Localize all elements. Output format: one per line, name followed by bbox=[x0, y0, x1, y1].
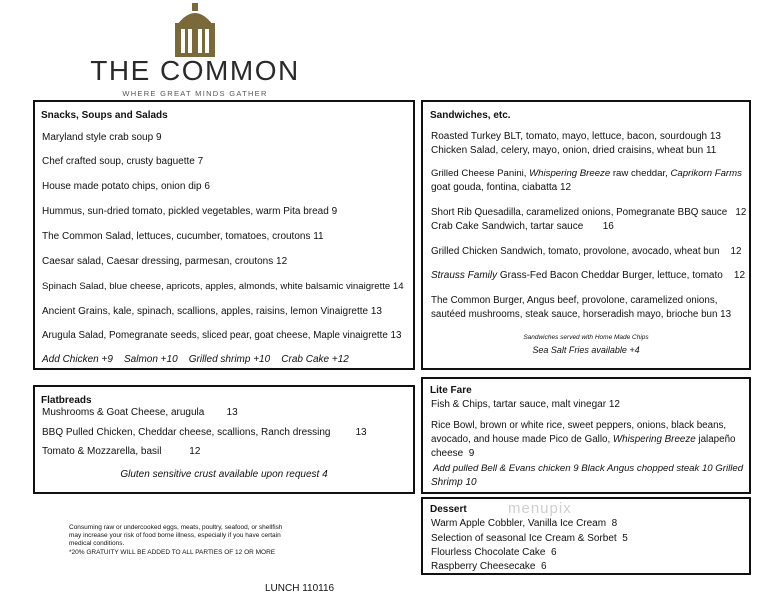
header-logo bbox=[0, 0, 768, 100]
menupix-watermark: menupix bbox=[508, 500, 572, 517]
menu-item: Crab Cake Sandwich, tartar sauce 16 bbox=[431, 221, 614, 232]
gratuity-notice: *20% GRATUITY WILL BE ADDED TO ALL PARTIES OF 12 OR MORE bbox=[69, 549, 276, 556]
food-safety-disclaimer: Consuming raw or undercooked eggs, meats, poultry, seafood, or shellfish bbox=[69, 524, 283, 531]
menu-item: Grilled Chicken Sandwich, tomato, provolone, avocado, wheat bun 12 bbox=[431, 246, 742, 257]
sandwiches-section bbox=[421, 100, 751, 370]
menu-item: Raspberry Cheesecake 6 bbox=[431, 561, 547, 572]
menu-code: LUNCH 110116 bbox=[265, 583, 335, 594]
snacks-section bbox=[33, 100, 415, 370]
menu-item: cheese 9 bbox=[431, 448, 475, 459]
sandwich-note: Sandwiches served with Home Made Chips bbox=[523, 334, 649, 341]
menu-item: Ancient Grains, kale, spinach, scallions, apples, raisins, lemon Vinaigrette 13 bbox=[42, 306, 382, 317]
menu-item: Warm Apple Cobbler, Vanilla Ice Cream 8 bbox=[431, 518, 618, 529]
menu-item: BBQ Pulled Chicken, Cheddar cheese, scallions, Ranch dressing 13 bbox=[42, 427, 367, 438]
addons-line: Shrimp 10 bbox=[431, 477, 477, 488]
menu-item: Flourless Chocolate Cake 6 bbox=[431, 547, 557, 558]
menu-item: The Common Burger, Angus beef, provolone, caramelized onions, bbox=[431, 295, 718, 306]
menu-item: Short Rib Quesadilla, caramelized onions, Pomegranate BBQ sauce 12 bbox=[431, 207, 747, 218]
food-safety-disclaimer: may increase your risk of food borne illness, especially if you have certain bbox=[69, 532, 281, 539]
menu-item: Chicken Salad, celery, mayo, onion, dried craisins, wheat bun 11 bbox=[431, 145, 717, 156]
menu-item: Mushrooms & Goat Cheese, arugula 13 bbox=[42, 407, 238, 418]
menu-item: Maryland style crab soup 9 bbox=[42, 132, 162, 143]
menu-item: Chef crafted soup, crusty baguette 7 bbox=[42, 156, 204, 167]
menu-item: sautéed mushrooms, steak sauce, horseradish mayo, brioche bun 13 bbox=[431, 309, 732, 320]
menu-item: avocado, and house made Pico de Gallo, Whispering Breeze jalapeño bbox=[431, 434, 736, 445]
brand-tagline: WHERE GREAT MINDS GATHER bbox=[122, 89, 268, 98]
dessert-section bbox=[421, 497, 751, 575]
addons-line: Add Chicken +9 Salmon +10 Grilled shrimp +10 Crab Cake +12 bbox=[42, 354, 349, 365]
section-title: Dessert bbox=[430, 504, 467, 515]
menu-item: Fish & Chips, tartar sauce, malt vinegar 12 bbox=[431, 399, 620, 410]
food-safety-disclaimer: medical conditions. bbox=[69, 540, 125, 547]
section-title: Snacks, Soups and Salads bbox=[41, 110, 168, 121]
building-icon bbox=[173, 3, 217, 57]
flatbreads-section bbox=[33, 385, 415, 494]
menu-item: goat gouda, fontina, ciabatta 12 bbox=[431, 182, 572, 193]
addons-line: Add pulled Bell & Evans chicken 9 Black Angus chopped steak 10 Grilled bbox=[433, 463, 744, 474]
gluten-note: Gluten sensitive crust available upon request 4 bbox=[120, 469, 328, 480]
fries-note: Sea Salt Fries available +4 bbox=[532, 345, 640, 355]
menu-item: Arugula Salad, Pomegranate seeds, sliced pear, goat cheese, Maple vinaigrette 13 bbox=[42, 330, 402, 341]
brand-name: THE COMMON bbox=[90, 55, 300, 86]
menu-item: Grilled Cheese Panini, Whispering Breeze raw cheddar, Caprikorn Farms bbox=[431, 168, 742, 179]
menu-item: Selection of seasonal Ice Cream & Sorbet 5 bbox=[431, 533, 628, 544]
menu-item: Rice Bowl, brown or white rice, sweet peppers, onions, black beans, bbox=[431, 420, 727, 431]
menu-item: Hummus, sun-dried tomato, pickled vegetables, warm Pita bread 9 bbox=[42, 206, 338, 217]
menu-item: Strauss Family Grass-Fed Bacon Cheddar Burger, lettuce, tomato 12 bbox=[431, 270, 746, 281]
menu-item: Roasted Turkey BLT, tomato, mayo, lettuce, bacon, sourdough 13 bbox=[431, 131, 721, 142]
menu-item: Tomato & Mozzarella, basil 12 bbox=[42, 446, 201, 457]
menu-item: House made potato chips, onion dip 6 bbox=[42, 181, 210, 192]
section-title: Lite Fare bbox=[430, 385, 472, 396]
menu-item: Spinach Salad, blue cheese, apricots, apples, almonds, white balsamic vinaigrette 14 bbox=[42, 281, 404, 292]
lite-fare-section bbox=[421, 377, 751, 494]
menu-item: Caesar salad, Caesar dressing, parmesan, croutons 12 bbox=[42, 256, 288, 267]
menu-item: The Common Salad, lettuces, cucumber, tomatoes, croutons 11 bbox=[42, 231, 324, 242]
section-title: Flatbreads bbox=[41, 395, 92, 406]
section-title: Sandwiches, etc. bbox=[430, 110, 511, 121]
